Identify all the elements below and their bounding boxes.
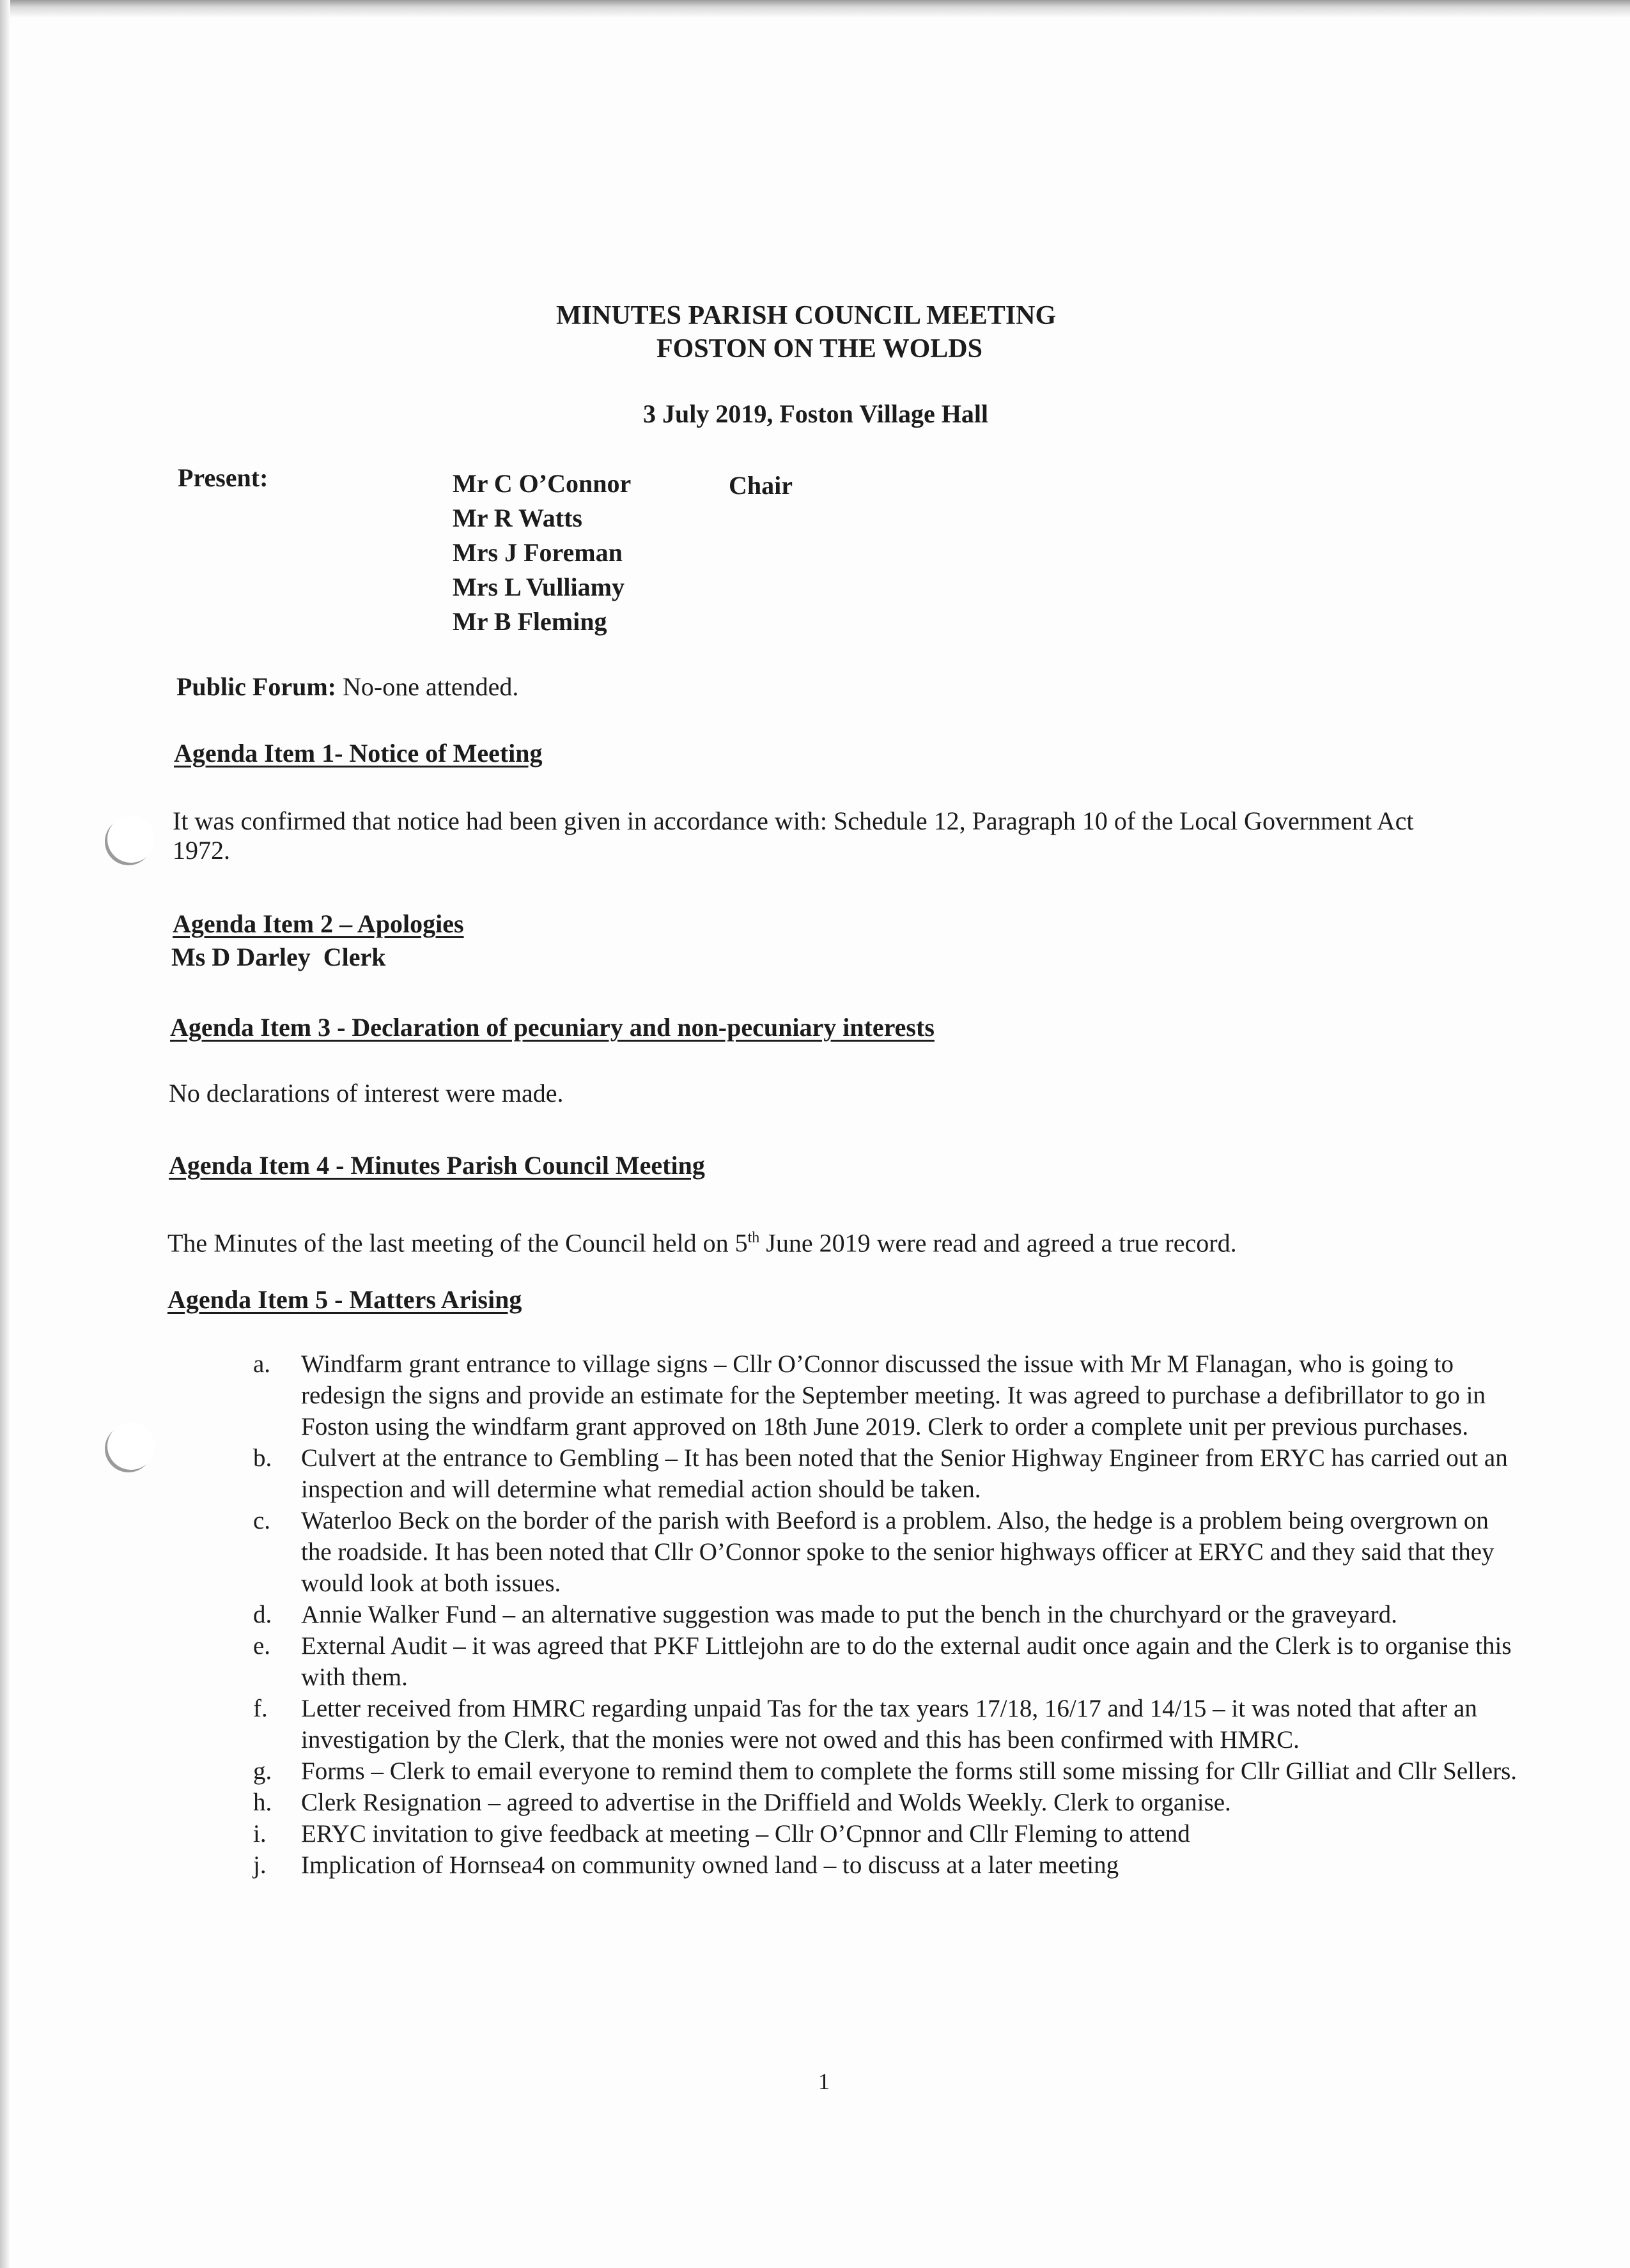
list-item xyxy=(253,1818,1519,1849)
agenda-item-4-text-sup: th xyxy=(747,1230,760,1246)
list-item xyxy=(253,1630,1519,1693)
list-item-text: Culvert at the entrance to Gembling – It has been noted that the Senior Highway Engineer from ERYC has carried out an inspection and will determine what remedial action should be taken. xyxy=(301,1444,1508,1503)
list-item xyxy=(253,1505,1519,1599)
agenda-item-5-heading: Agenda Item 5 - Matters Arising xyxy=(167,1285,522,1314)
public-forum xyxy=(176,671,518,703)
list-item-marker: g. xyxy=(253,1757,272,1785)
present-member: Mr C O’Connor xyxy=(453,469,632,498)
list-item-marker: h. xyxy=(253,1789,272,1816)
public-forum-text: No-one attended. xyxy=(336,672,519,701)
agenda-item-1-heading: Agenda Item 1- Notice of Meeting xyxy=(174,739,543,768)
meeting-date-line: 3 July 2019, Foston Village Hall xyxy=(643,399,989,428)
present-list xyxy=(453,467,631,639)
list-item xyxy=(253,1755,1519,1787)
agenda-item-2-text: Ms D Darley Clerk xyxy=(171,943,386,971)
present-member: Mrs J Foreman xyxy=(453,538,623,567)
list-item-marker: a. xyxy=(253,1350,271,1378)
list-item-text: External Audit – it was agreed that PKF Littlejohn are to do the external audit once again and the Clerk is to organise this with them. xyxy=(301,1632,1512,1691)
list-item-text: Windfarm grant entrance to village signs – Cllr O’Connor discussed the issue with Mr M Flanagan, who is going to redesign the signs and provide an estimate for the September meeting. It was agreed to purchase a defibrillator to go in Foston using the windfarm grant approved on 18th June 2019. Clerk to order a complete unit per previous purchases. xyxy=(301,1350,1486,1440)
agenda-item-3-heading: Agenda Item 3 - Declaration of pecuniary and non-pecuniary interests xyxy=(170,1013,935,1042)
present-member: Mrs L Vulliamy xyxy=(453,573,625,601)
punch-hole-upper xyxy=(107,815,155,863)
list-item-marker: i. xyxy=(253,1820,267,1848)
chair-label: Chair xyxy=(729,471,793,500)
list-item xyxy=(253,1599,1519,1630)
list-item-text: ERYC invitation to give feedback at meeting – Cllr O’Cpnnor and Cllr Fleming to attend xyxy=(301,1820,1190,1848)
list-item-marker: e. xyxy=(253,1632,271,1660)
agenda-item-4-text xyxy=(167,1222,1237,1259)
list-item xyxy=(253,1348,1519,1442)
list-item-text: Waterloo Beck on the border of the parish with Beeford is a problem. Also, the hedge is a problem being overgrown on the roadside. It has been noted that Cllr O’Connor spoke to the senior highways officer at ERYC and they said that they would look at both issues. xyxy=(301,1507,1494,1597)
document-title-line2: FOSTON ON THE WOLDS xyxy=(656,334,982,364)
list-item-marker: f. xyxy=(253,1695,268,1722)
list-item-text: Clerk Resignation – agreed to advertise in the Driffield and Wolds Weekly. Clerk to organise. xyxy=(301,1789,1231,1816)
list-item-text: Letter received from HMRC regarding unpaid Tas for the tax years 17/18, 16/17 and 14/15 – it was noted that after an investigation by the Clerk, that the monies were not owed and this has been confirmed with HMRC. xyxy=(301,1695,1477,1754)
present-member: Mr R Watts xyxy=(453,504,582,532)
matters-arising-list xyxy=(253,1348,1519,1881)
list-item xyxy=(253,1849,1519,1881)
agenda-item-4-text-part1: The Minutes of the last meeting of the Council held on 5 xyxy=(167,1228,748,1258)
list-item-marker: b. xyxy=(253,1444,272,1472)
list-item xyxy=(253,1442,1519,1505)
list-item-text: Forms – Clerk to email everyone to remind them to complete the forms still some missing for Cllr Gilliat and Cllr Sellers. xyxy=(301,1757,1517,1785)
document-title-line1: MINUTES PARISH COUNCIL MEETING xyxy=(556,301,1057,330)
agenda-item-4-heading: Agenda Item 4 - Minutes Parish Council Meeting xyxy=(169,1151,705,1180)
list-item-marker: d. xyxy=(253,1601,272,1628)
list-item xyxy=(253,1787,1519,1818)
agenda-item-2-heading: Agenda Item 2 – Apologies xyxy=(173,909,464,938)
present-label: Present: xyxy=(178,463,268,492)
list-item xyxy=(253,1693,1519,1755)
agenda-item-4-text-part2: June 2019 were read and agreed a true record. xyxy=(759,1228,1237,1258)
punch-hole-lower xyxy=(107,1423,155,1470)
scan-top-edge xyxy=(0,0,1630,18)
page-number: 1 xyxy=(818,2069,830,2094)
list-item-text: Annie Walker Fund – an alternative suggestion was made to put the bench in the churchyard or the graveyard. xyxy=(301,1601,1397,1628)
public-forum-label: Public Forum: xyxy=(176,672,336,701)
list-item-marker: j. xyxy=(253,1851,267,1879)
list-item-text: Implication of Hornsea4 on community owned land – to discuss at a later meeting xyxy=(301,1851,1119,1879)
present-member: Mr B Fleming xyxy=(453,607,607,636)
scan-left-edge xyxy=(0,0,10,2268)
list-item-marker: c. xyxy=(253,1507,271,1534)
agenda-item-1-text: It was confirmed that notice had been given in accordance with: Schedule 12, Paragraph 10 of the Local Government Act 1972. xyxy=(173,806,1414,865)
agenda-item-3-text: No declarations of interest were made. xyxy=(169,1079,564,1107)
